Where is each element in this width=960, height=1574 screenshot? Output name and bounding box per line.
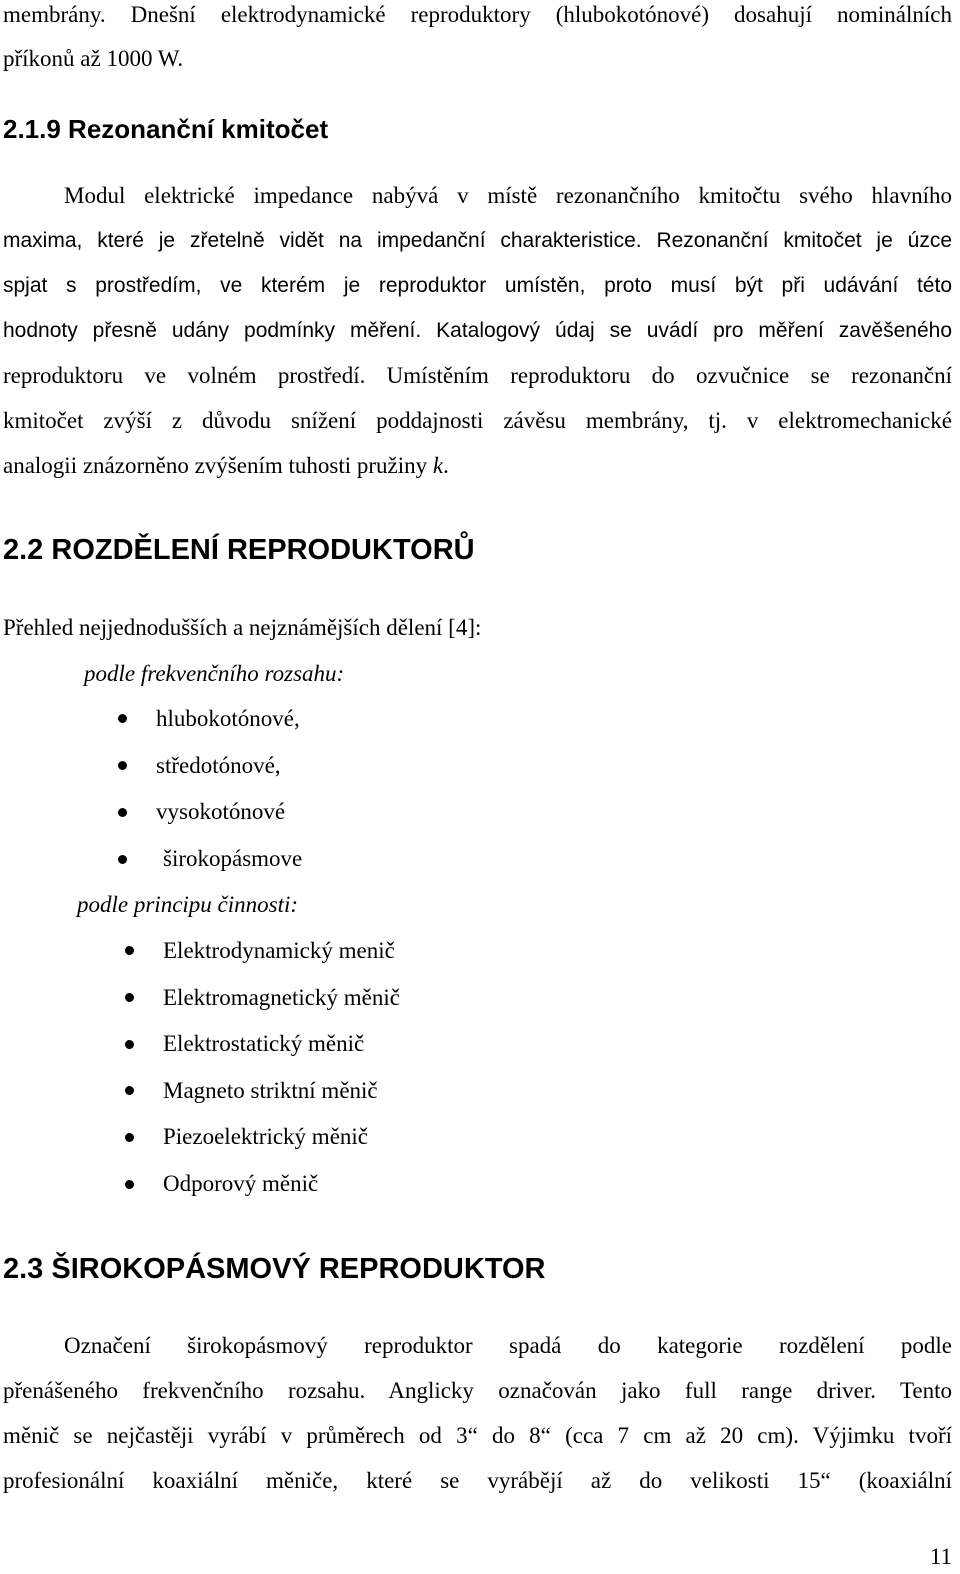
bullet-icon (118, 714, 127, 723)
paragraph-line: profesionální koaxiální měniče, které se vyrábějí až do velikosti 15“ (koaxiální (3, 1468, 952, 1493)
paragraph-line: Označení širokopásmový reproduktor spadá do kategorie rozdělení podle (64, 1333, 952, 1358)
list-item: Magneto striktní měnič (163, 1078, 378, 1103)
bullet-icon (125, 993, 134, 1002)
bullet-icon (125, 1133, 134, 1142)
paragraph-line: spjat s prostředím, ve kterém je reproduktor umístěn, proto musí být při udávání této (3, 274, 952, 297)
paragraph-line: reproduktoru ve volném prostředí. Umístěním reproduktoru do ozvučnice se rezonanční (3, 363, 952, 388)
bullet-icon (125, 1086, 134, 1095)
list-item: širokopásmove (163, 846, 303, 871)
group-title-frequency-range: podle frekvenčního rozsahu: (84, 661, 345, 686)
section-2-1-9-heading: 2.1.9 Rezonanční kmitočet (3, 114, 329, 144)
paragraph-line: Modul elektrické impedance nabývá v místě rezonančního kmitočtu svého hlavního (64, 183, 952, 208)
list-item: Odporový měnič (163, 1171, 319, 1196)
paragraph-line: hodnoty přesně udány podmínky měření. Katalogový údaj se uvádí pro měření zavěšeného (3, 319, 952, 342)
paragraph-line: měnič se nejčastěji vyrábí v průměrech od 3“ do 8“ (cca 7 cm až 20 cm). Výjimku tvoří (3, 1423, 952, 1448)
bullet-icon (118, 855, 127, 864)
list-item: středotónové, (156, 753, 281, 778)
section-2-3-heading: 2.3 ŠIROKOPÁSMOVÝ REPRODUKTOR (3, 1253, 546, 1285)
intro-line-2: příkonů až 1000 W. (3, 46, 184, 71)
paragraph-line: kmitočet zvýší z důvodu snížení poddajnosti závěsu membrány, tj. v elektromechanické (3, 408, 952, 433)
bullet-icon (118, 761, 127, 770)
sentence-period: . (443, 453, 449, 478)
list-item: Elektrostatický měnič (163, 1031, 365, 1056)
section-2-2-heading: 2.2 ROZDĚLENÍ REPRODUKTORŮ (3, 534, 475, 566)
intro-line-1: membrány. Dnešní elektrodynamické reproduktory (hlubokotónové) dosahují nominálních (3, 2, 952, 27)
paragraph-line-text: analogii znázorněno zvýšením tuhosti pružiny (3, 453, 428, 478)
list-item: hlubokotónové, (156, 706, 300, 731)
list-item: Piezoelektrický měnič (163, 1124, 369, 1149)
section-2-2-intro: Přehled nejjednodušších a nejznámějších dělení [4]: (3, 615, 482, 640)
list-item: Elektrodynamický menič (163, 938, 395, 963)
paragraph-line: přenášeného frekvenčního rozsahu. Anglicky označován jako full range driver. Tento (3, 1378, 952, 1403)
bullet-icon (118, 808, 127, 817)
bullet-icon (125, 1040, 134, 1049)
bullet-icon (125, 946, 134, 955)
bullet-icon (125, 1180, 134, 1189)
list-item: vysokotónové (156, 799, 286, 824)
page-number: 11 (929, 1544, 952, 1569)
list-item: Elektromagnetický měnič (163, 985, 400, 1010)
paragraph-last-line (3, 451, 449, 481)
paragraph-line: maxima, které je zřetelně vidět na impedanční charakteristice. Rezonanční kmitočet je úzce (3, 229, 952, 252)
group-title-operating-principle: podle principu činnosti: (77, 892, 299, 917)
spring-variable: k (432, 453, 444, 478)
